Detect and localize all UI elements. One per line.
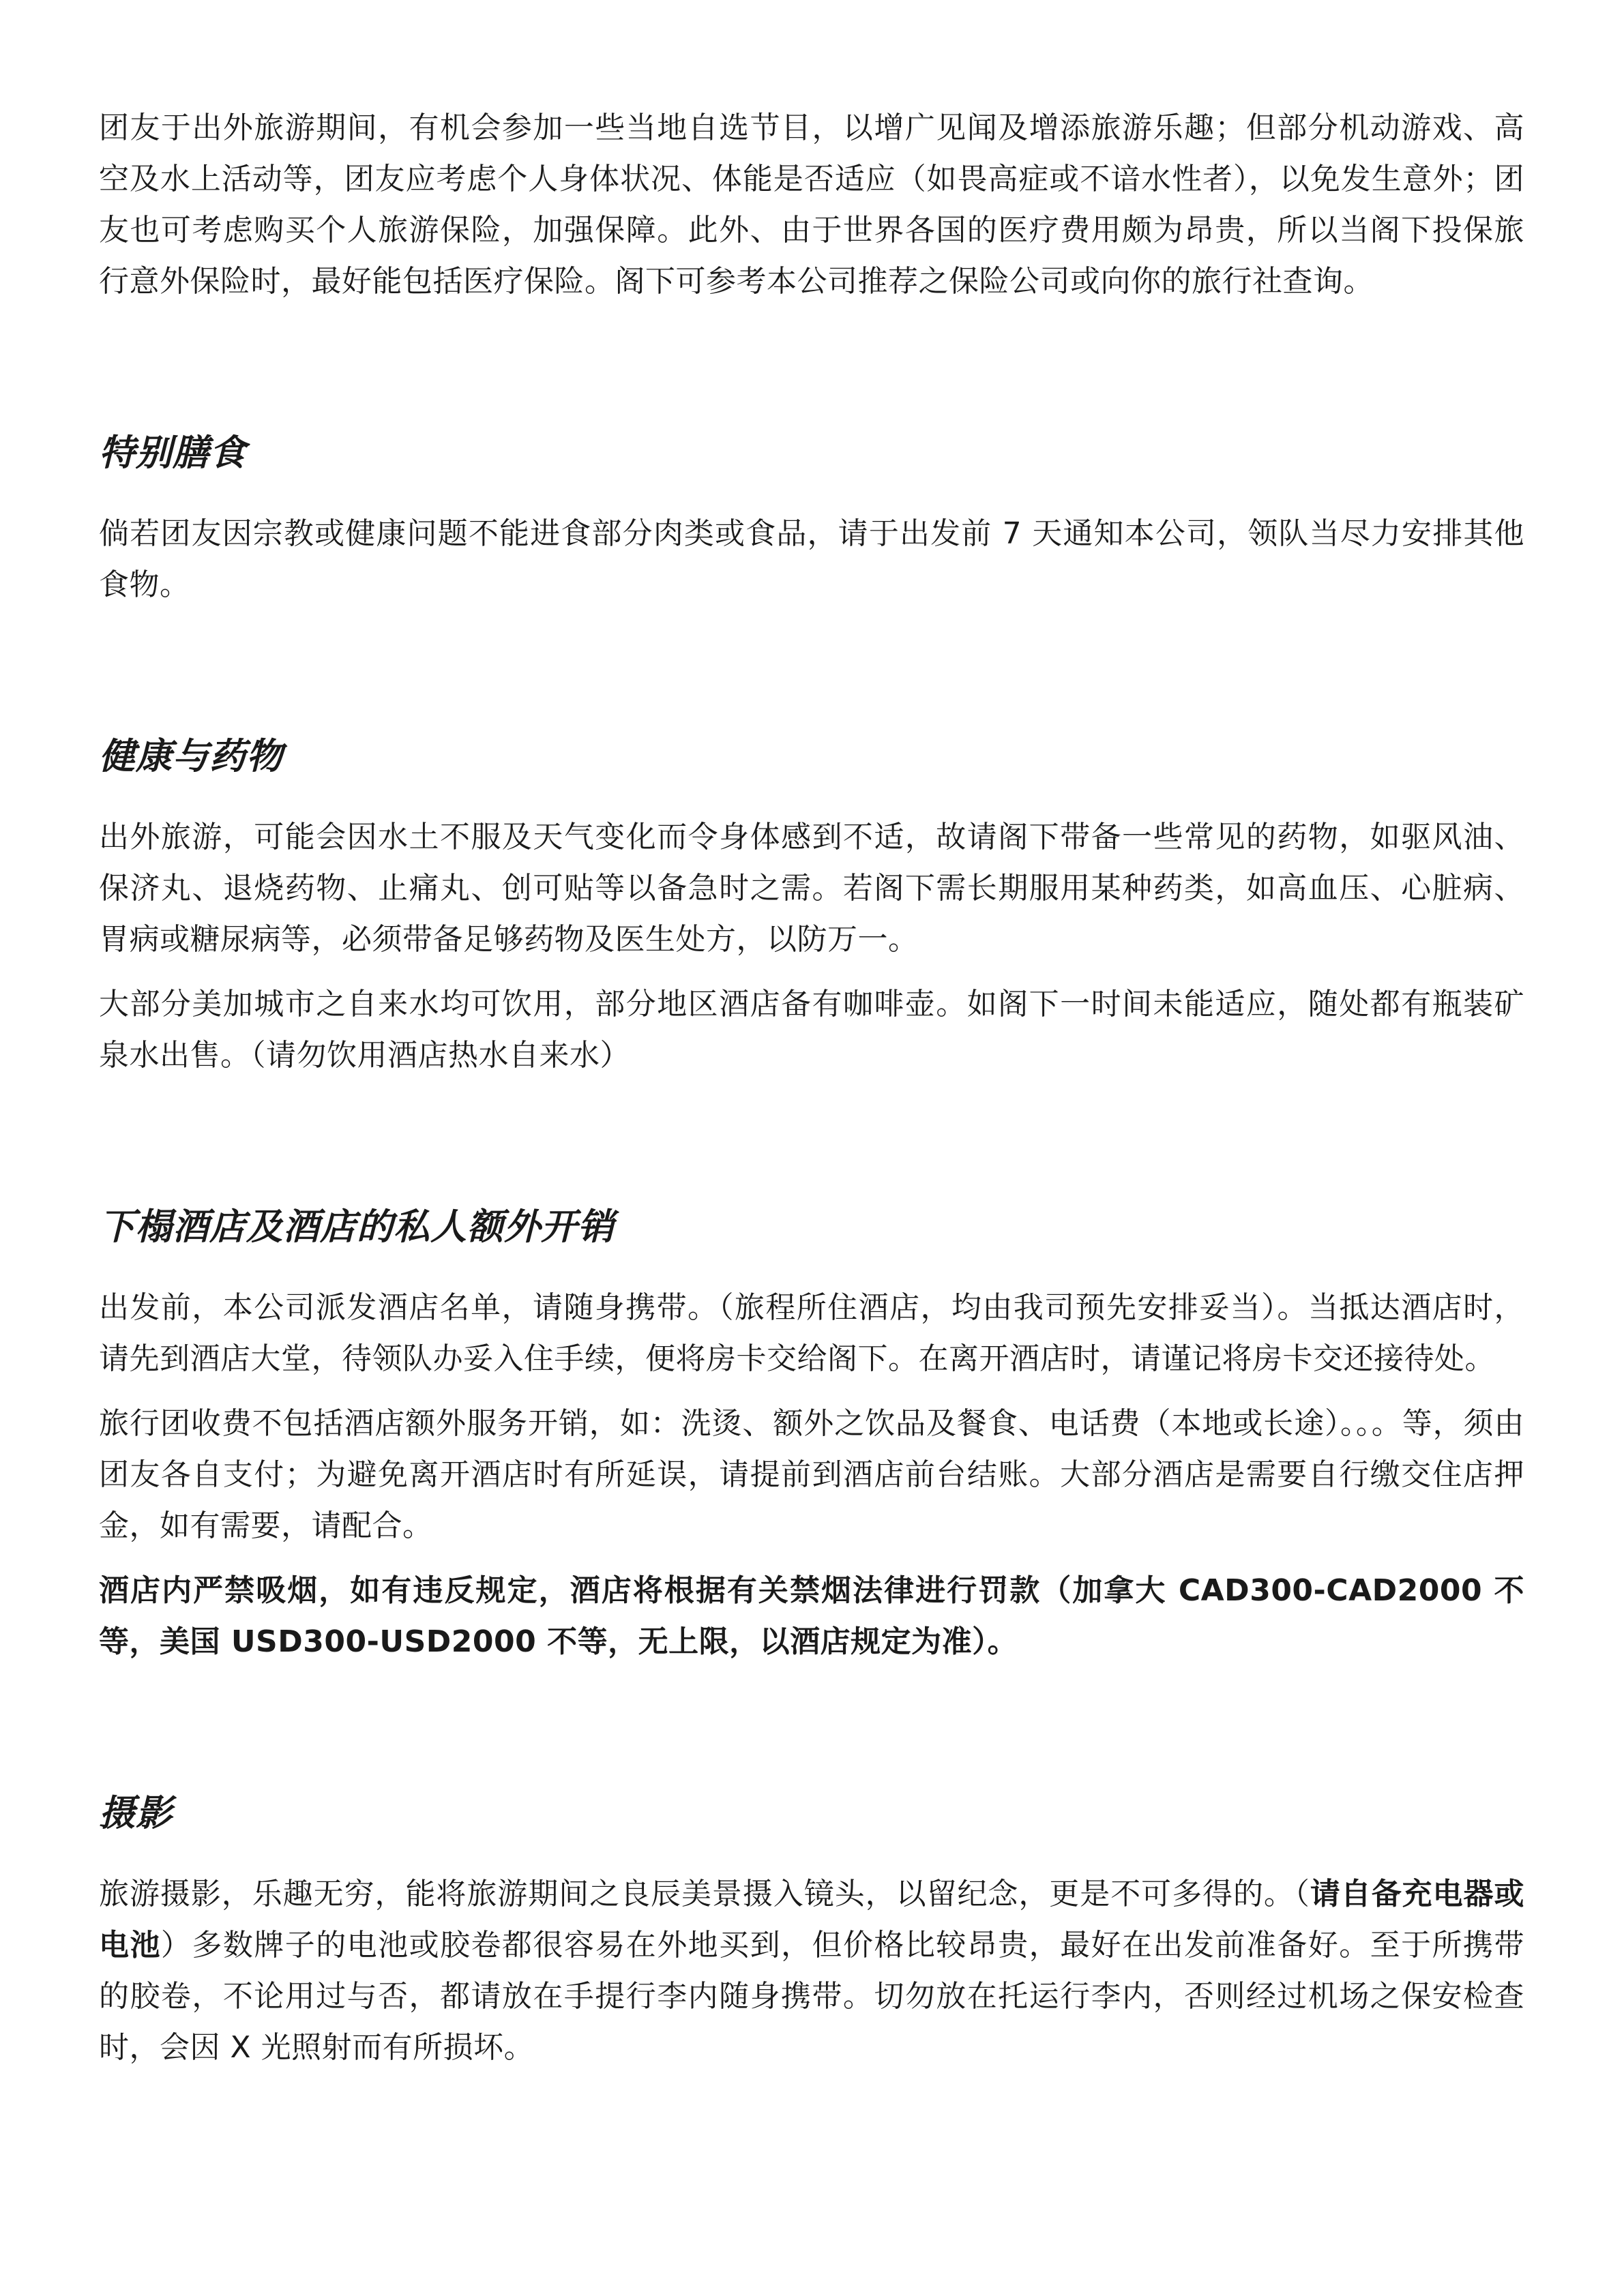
hotel-heading: 下榻酒店及酒店的私人额外开销: [99, 1206, 615, 1248]
photo-heading: 摄影: [99, 1793, 173, 1834]
photo-text-after: ）多数牌子的电池或胶卷都很容易在外地买到，但价格比较昂贵，最好在出发前准备好。至于所携带的胶卷，不论用过与否，都请放在手提行李内随身携带。切勿放在托运行李内，否则经过机场之保安检查时，会因 X 光照射而有所损坏。: [99, 1928, 1525, 2065]
photo-paragraph: [99, 1868, 1524, 2073]
section-hotel: [99, 1200, 1524, 1667]
section-photography: [99, 1787, 1524, 2073]
health-paragraph-1: 出外旅游，可能会因水土不服及天气变化而令身体感到不适，故请阁下带备一些常见的药物，如驱风油、保济丸、退烧药物、止痛丸、创可贴等以备急时之需。若阁下需长期服用某种药类，如高血压、心脏病、胃病或糖尿病等，必须带备足够药物及医生处方，以防万一。: [99, 820, 1524, 957]
section-health-medicine: [99, 730, 1524, 1081]
health-paragraph-2: 大部分美加城市之自来水均可饮用，部分地区酒店备有咖啡壶。如阁下一时间未能适应，随处都有瓶装矿泉水出售。（请勿饮用酒店热水自来水）: [99, 987, 1524, 1073]
hotel-smoking-warning: 酒店内严禁吸烟，如有违反规定，酒店将根据有关禁烟法律进行罚款（加拿大 CAD300-CAD2000 不等，美国 USD300-USD2000 不等，无上限，以酒店规定为准）。: [99, 1573, 1524, 1659]
intro-paragraph: 团友于出外旅游期间，有机会参加一些当地自选节目，以增广见闻及增添旅游乐趣；但部分机动游戏、高空及水上活动等，团友应考虑个人身体状况、体能是否适应（如畏高症或不谙水性者），以免发生意外；团友也可考虑购买个人旅游保险，加强保障。此外、由于世界各国的医疗费用颇为昂贵，所以当阁下投保旅行意外保险时，最好能包括医疗保险。阁下可参考本公司推荐之保险公司或向你的旅行社查询。: [99, 110, 1524, 299]
health-heading: 健康与药物: [99, 736, 283, 777]
document-page: [99, 102, 1524, 2073]
diet-heading: 特别膳食: [99, 432, 246, 474]
section-special-diet: [99, 426, 1524, 610]
photo-bold-text: 请自备充电器或电池: [99, 1877, 1525, 1963]
photo-text-before: 旅游摄影，乐趣无穷，能将旅游期间之良辰美景摄入镜头，以留纪念，更是不可多得的。（: [99, 1877, 1310, 1911]
diet-paragraph: 倘若团友因宗教或健康问题不能进食部分肉类或食品，请于出发前 7 天通知本公司，领队当尽力安排其他食物。: [99, 516, 1524, 602]
hotel-paragraph-2: 旅行团收费不包括酒店额外服务开销，如：洗烫、额外之饮品及餐食、电话费（本地或长途）。。。等，须由团友各自支付；为避免离开酒店时有所延误，请提前到酒店前台结账。大部分酒店是需要自行缴交住店押金，如有需要，请配合。: [99, 1406, 1524, 1543]
hotel-paragraph-1: 出发前，本公司派发酒店名单，请随身携带。（旅程所住酒店，均由我司预先安排妥当）。当抵达酒店时，请先到酒店大堂，待领队办妥入住手续，便将房卡交给阁下。在离开酒店时，请谨记将房卡交还接待处。: [99, 1290, 1524, 1376]
